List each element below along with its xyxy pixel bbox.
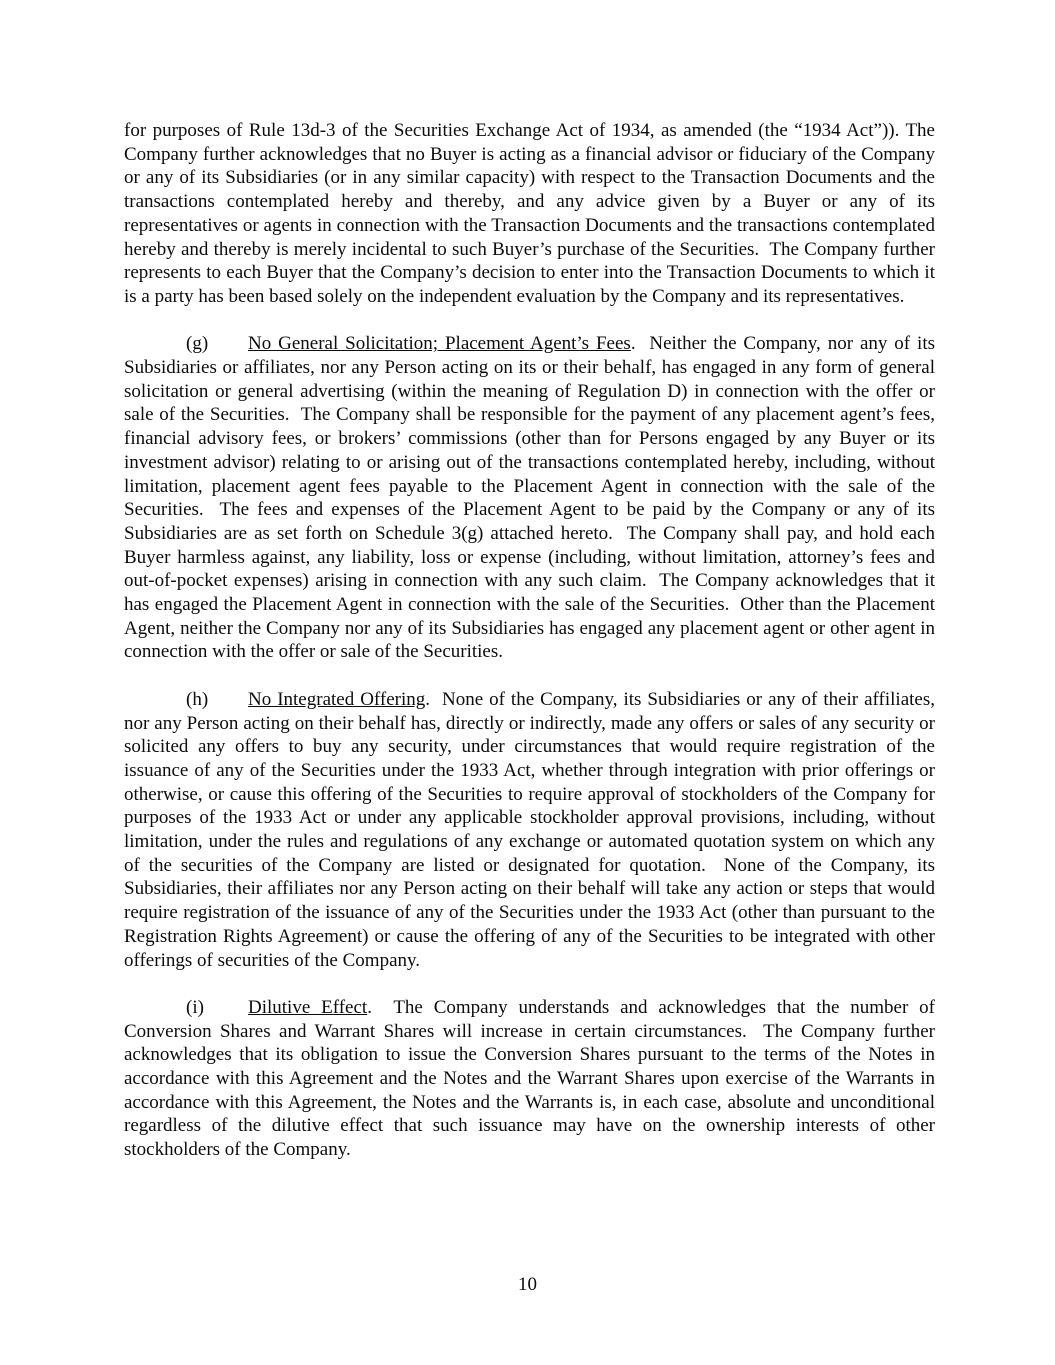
paragraph-intro — [124, 119, 940, 309]
section-i-label: (i) — [186, 996, 204, 1018]
section-i-heading: Dilutive Effect — [248, 996, 368, 1018]
section-h-label: (h) — [186, 688, 209, 710]
section-g-label: (g) — [186, 333, 209, 355]
section-h-text: . None of the Company, its Subsidiaries or any of their affiliates, nor any Person acting on their behalf has, directly or indirectly, made any offers or sales of any security or solicited any offers to buy any security, under circumstances that would require registration of the issuance of any of the Securities under the 1933 Act, whether through integration with prior offerings or otherwise, or cause this offering of the Securities to require approval of stockholders of the Company for purposes of the 1933 Act or under any applicable stockholder approval provisions, including, without limitation, under the rules and regulations of any exchange or automated quotation system on which any of the securities of the Company are listed or designated for quotation. None of the Company, its Subsidiaries, their affiliates nor any Person acting on their behalf will take any action or steps that would require registration of the issuance of any of the Securities under the 1933 Act (other than pursuant to the Registration Rights Agreement) or cause the offering of any of the Securities to be integrated with other offerings of securities of the Company. — [124, 688, 940, 971]
section-g-text: . Neither the Company, nor any of its Subsidiaries or affiliates, nor any Person acting on its or their behalf, has engaged in any form of general solicitation or general advertising (within the meaning of Regulation D) in connection with the offer or sale of the Securities. The Company shall be responsible for the payment of any placement agent’s fees, financial advisory fees, or brokers’ commissions (other than for Persons engaged by any Buyer or its investment advisor) relating to or arising out of the transactions contemplated hereby, including, without limitation, placement agent fees payable to the Placement Agent in connection with the sale of the Securities. The fees and expenses of the Placement Agent to be paid by the Company or any of its Subsidiaries are as set forth on Schedule 3(g) attached hereto. The Company shall pay, and hold each Buyer harmless against, any liability, loss or expense (including, without limitation, attorney’s fees and out-of-pocket expenses) arising in connection with any such claim. The Company acknowledges that it has engaged the Placement Agent in connection with the sale of the Securities. Other than the Placement Agent, neither the Company nor any of its Subsidiaries has engaged any placement agent or other agent in connection with the offer or sale of the Securities. — [124, 333, 940, 663]
paragraph-intro-text: for purposes of Rule 13d-3 of the Securities Exchange Act of 1934, as amended (the “1934 Act”)). The Company further acknowledges that no Buyer is acting as a financial advisor or fiduciary of the Company or any of its Subsidiaries (or in any similar capacity) with respect to the Transaction Documents and the transactions contemplated hereby and thereby, and any advice given by a Buyer or any of its representatives or agents in connection with the Transaction Documents and the transactions contemplated hereby and thereby is merely incidental to such Buyer’s purchase of the Securities. The Company further represents to each Buyer that the Company’s decision to enter into the Transaction Documents to which it is a party has been based solely on the independent evaluation by the Company and its representatives. — [124, 120, 940, 307]
paragraph-i — [124, 996, 940, 1162]
section-g-heading: No General Solicitation; Placement Agent’s Fees — [248, 333, 631, 355]
paragraph-h — [124, 688, 940, 972]
section-i-text: . The Company understands and acknowledges that the number of Conversion Shares and Warrant Shares will increase in certain circumstances. The Company further acknowledges that its obligation to issue the Conversion Shares pursuant to the terms of the Notes in accordance with this Agreement and the Notes and the Warrant Shares upon exercise of the Warrants in accordance with this Agreement, the Notes and the Warrants is, in each case, absolute and unconditional regardless of the dilutive effect that such issuance may have on the ownership interests of other stockholders of the Company. — [124, 996, 940, 1161]
paragraph-g — [124, 332, 940, 664]
page-number: 10 — [518, 1274, 537, 1296]
section-h-heading: No Integrated Offering — [248, 688, 426, 710]
